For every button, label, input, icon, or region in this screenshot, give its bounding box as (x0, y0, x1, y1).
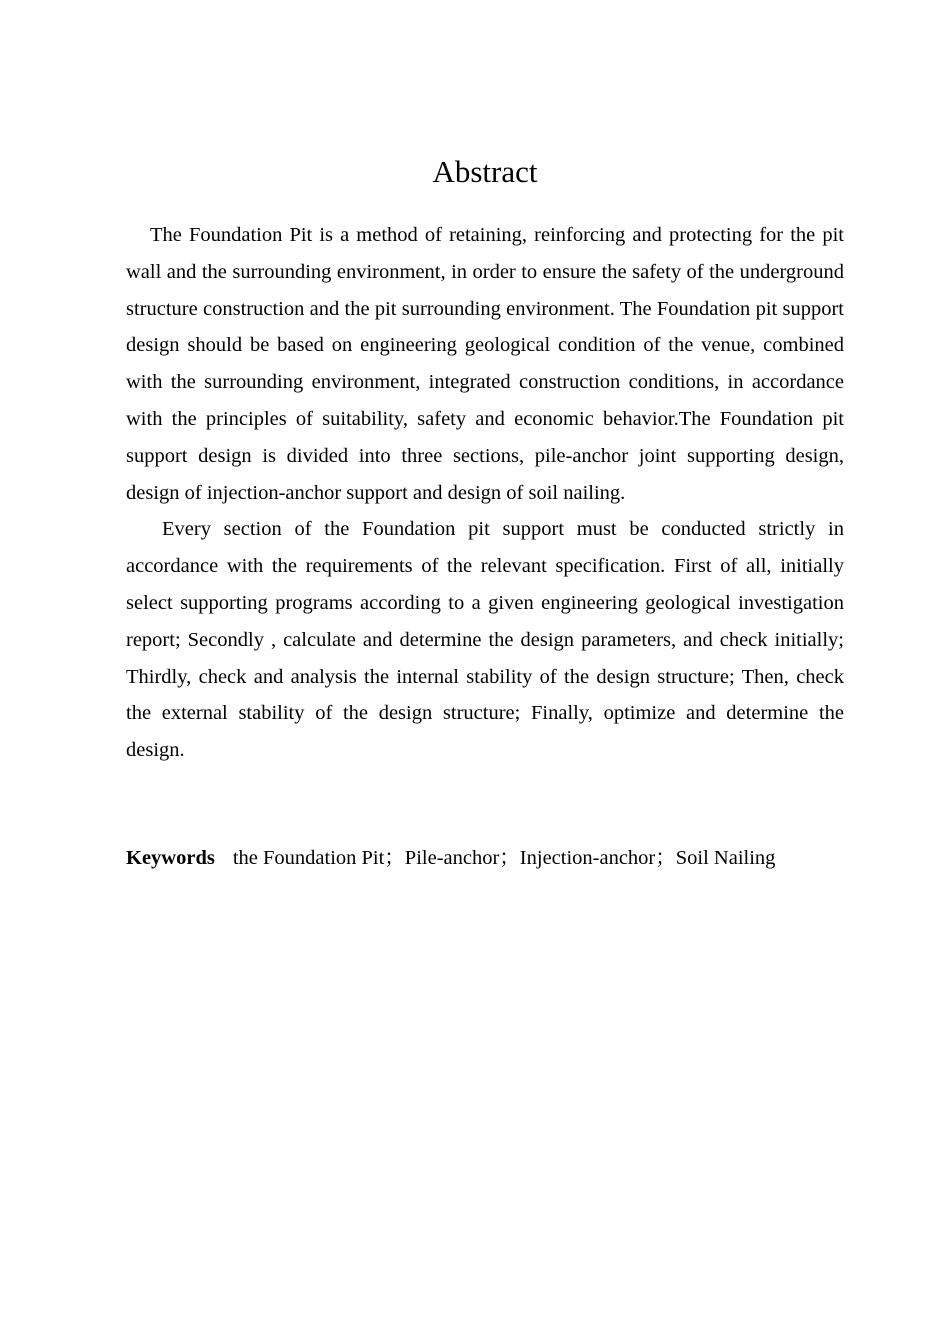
keywords-label: Keywords (126, 847, 215, 869)
abstract-paragraph-1: The Foundation Pit is a method of retaining, reinforcing and protecting for the pit wall and the surrounding environment, in order to ensure the safety of the underground structure construction and the pit surrounding environment. The Foundation pit support design should be based on engineering geological condition of the venue, combined with the surrounding environment, integrated construction conditions, in accordance with the principles of suitability, safety and economic behavior.The Foundation pit support design is divided into three sections, pile-anchor joint supporting design, design of injection-anchor support and design of soil nailing. (126, 224, 844, 504)
keywords-line (126, 840, 886, 876)
keywords-text: the Foundation Pit；Pile-anchor；Injection-anchor；Soil Nailing (232, 847, 776, 869)
abstract-paragraph-2: Every section of the Foundation pit support must be conducted strictly in accordance with the requirements of the relevant specification. First of all, initially select supporting programs according to a given engineering geological investigation report; Secondly , calculate and determine the design parameters, and check initially; Thirdly, check and analysis the internal stability of the design structure; Then, check the external stability of the design structure; Finally, optimize and determine the design. (126, 518, 844, 762)
abstract-body (126, 217, 844, 769)
abstract-title: Abstract (432, 154, 538, 189)
